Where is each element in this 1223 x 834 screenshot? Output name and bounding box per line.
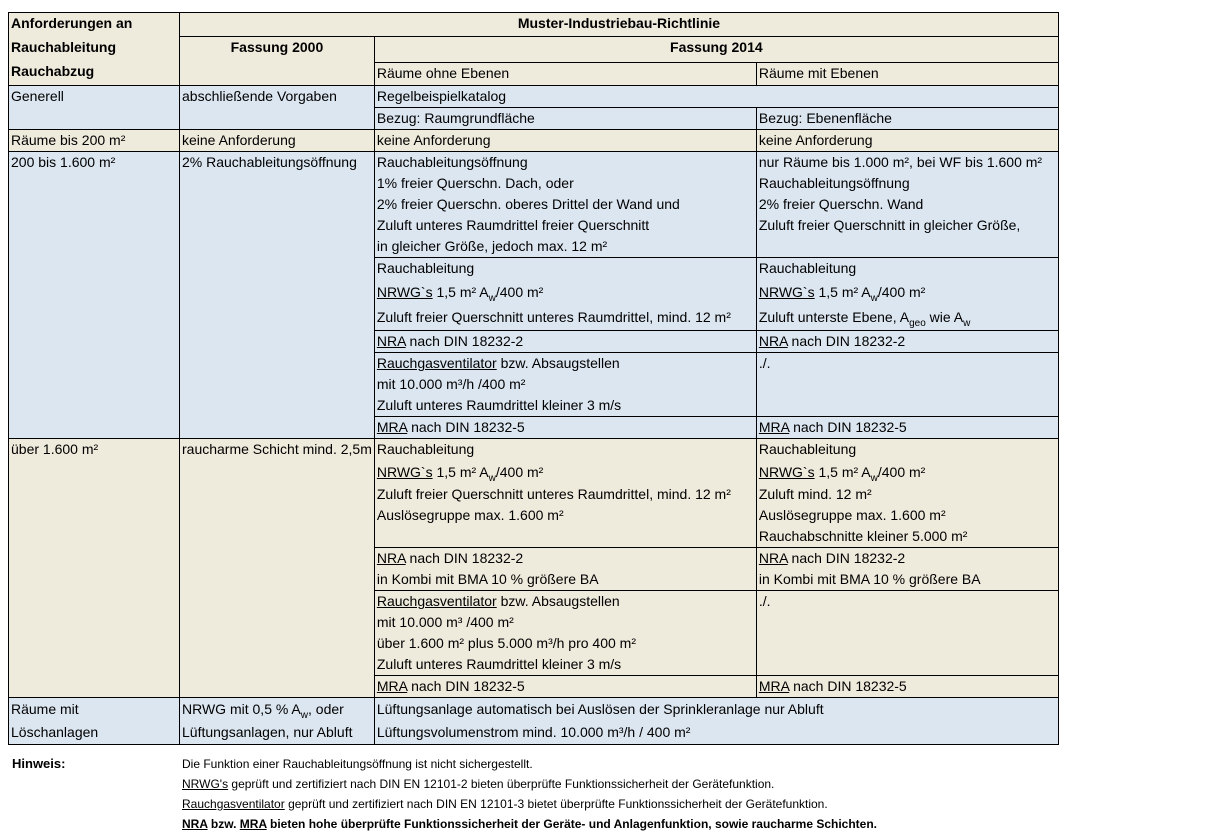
requirements-table [8, 12, 1059, 745]
table-title: Muster-Industriebau-Richtlinie [180, 13, 1059, 37]
generell-katalog: Regelbeispielkatalog [374, 86, 1058, 108]
r1600-2000: raucharme Schicht mind. 2,5m [180, 439, 375, 698]
r200-oeffnung-ohne: Rauchableitungsöffnung 1% freier Querschn. Dach, oder 2% freier Querschn. oberes Drittel der Wand und Zuluft unteres Raumdrittel freier Querschnitt in gleicher Größe, jedoch max. 12 m² [374, 152, 756, 258]
bis200-ohne: keine Anforderung [374, 130, 756, 152]
r1600-ventilator-mit: ./. [756, 591, 1058, 676]
row-label-loeschanlagen: Räume mit Löschanlagen [9, 698, 180, 745]
nrwg-abbr: NRWG`s [376, 284, 433, 300]
note-line: Die Funktion einer Rauchableitungsöffnung ist nicht sichergestellt. [182, 757, 533, 771]
loesch-2014: Lüftungsanlage automatisch bei Auslösen der Sprinkleranlage nur Abluft Lüftungsvolumenstrom mind. 10.000 m³/h / 400 m² [374, 698, 1058, 745]
r200-nra-ohne: NRA nach DIN 18232-2 [374, 331, 756, 353]
r200-ventilator-ohne: Rauchgasventilator bzw. Absaugstellen mit 10.000 m³/h /400 m² Zuluft unteres Raumdrittel kleiner 3 m/s [374, 353, 756, 417]
r200-2000: 2% Rauchableitungsöffnung [180, 152, 375, 439]
r1600-rauchableitung-ohne: Rauchableitung NRWG`s 1,5 m² $A_w/400$ m² Zuluft freier Querschnitt unteres Raumdrittel, mind. 12 m² Auslösegruppe max. 1.600 m² [374, 439, 756, 548]
note-line: Rauchgasventilator geprüft und zertifiziert nach DIN EN 12101-3 bietet überprüfte Funktionssicherheit der Gerätefunktion. [182, 797, 828, 811]
r200-mra-mit: MRA nach DIN 18232-5 [756, 417, 1058, 439]
r1600-mra-mit: MRA nach DIN 18232-5 [756, 676, 1058, 698]
notes-body [182, 754, 1182, 834]
r1600-rauchableitung-mit: Rauchableitung NRWG`s 1,5 m² $A_w/400$ m² Zuluft mind. 12 m² Auslösegruppe max. 1.600 m² Rauchabschnitte kleiner 5.000 m² [756, 439, 1058, 548]
r1600-nra-ohne: NRA nach DIN 18232-2 in Kombi mit BMA 10 % größere BA [374, 548, 756, 591]
header-fassung-2000: Fassung 2000 [180, 37, 375, 86]
r200-rauchableitung-ohne: Rauchableitung NRWG`s 1,5 m² $A_w/400$ m² Zuluft freier Querschnitt unteres Raumdrittel, mind. 12 m² [374, 258, 756, 331]
nrwg-abbr: NRWG`s [758, 284, 815, 300]
r1600-nra-mit: NRA nach DIN 18232-2 in Kombi mit BMA 10 % größere BA [756, 548, 1058, 591]
row-label-200-1600: 200 bis 1.600 m² [9, 152, 180, 439]
loesch-2000: NRWG mit 0,5 % $A_w$, oder Lüftungsanlagen, nur Abluft [180, 698, 375, 745]
r200-mra-ohne: MRA nach DIN 18232-5 [374, 417, 756, 439]
r1600-ventilator-ohne: Rauchgasventilator bzw. Absaugstellen mit 10.000 m³ /400 m² über 1.600 m² plus 5.000 m³/h pro 400 m² Zuluft unteres Raumdrittel kleiner 3 m/s [374, 591, 756, 676]
row-label-generell: Generell [9, 86, 180, 130]
notes-label: Hinweis: [12, 756, 66, 771]
r200-nra-mit: NRA nach DIN 18232-2 [756, 331, 1058, 353]
r200-rauchableitung-mit: Rauchableitung NRWG`s 1,5 m² $A_w/400$ m² Zuluft unterste Ebene, $A_{geo}$ wie $A_w$ [756, 258, 1058, 331]
bis200-2000: keine Anforderung [180, 130, 375, 152]
r1600-mra-ohne: MRA nach DIN 18232-5 [374, 676, 756, 698]
header-fassung-2014: Fassung 2014 [374, 37, 1058, 63]
note-line: NRA bzw. MRA bieten hohe überprüfte Funktionssicherheit der Geräte- und Anlagenfunktion, sowie raucharme Schichten. [182, 817, 877, 831]
r200-ventilator-mit: ./. [756, 353, 1058, 417]
generell-bezug-mit: Bezug: Ebenenfläche [756, 108, 1058, 130]
row-label-bis-200: Räume bis 200 m² [9, 130, 180, 152]
generell-bezug-ohne: Bezug: Raumgrundfläche [374, 108, 756, 130]
row-label-ueber-1600: über 1.600 m² [9, 439, 180, 698]
corner-header: Anforderungen an Rauchableitung Rauchabzug [9, 13, 180, 86]
note-line: NRWG's geprüft und zertifiziert nach DIN EN 12101-2 bieten überprüfte Funktionssicherheit der Gerätefunktion. [182, 777, 775, 791]
generell-2000: abschließende Vorgaben [180, 86, 375, 130]
subheader-mit-ebenen: Räume mit Ebenen [756, 63, 1058, 86]
bis200-mit: keine Anforderung [756, 130, 1058, 152]
r200-oeffnung-mit: nur Räume bis 1.000 m², bei WF bis 1.600 m² Rauchableitungsöffnung 2% freier Querschn. Wand Zuluft freier Querschnitt in gleicher Größe, [756, 152, 1058, 258]
subheader-ohne-ebenen: Räume ohne Ebenen [374, 63, 756, 86]
